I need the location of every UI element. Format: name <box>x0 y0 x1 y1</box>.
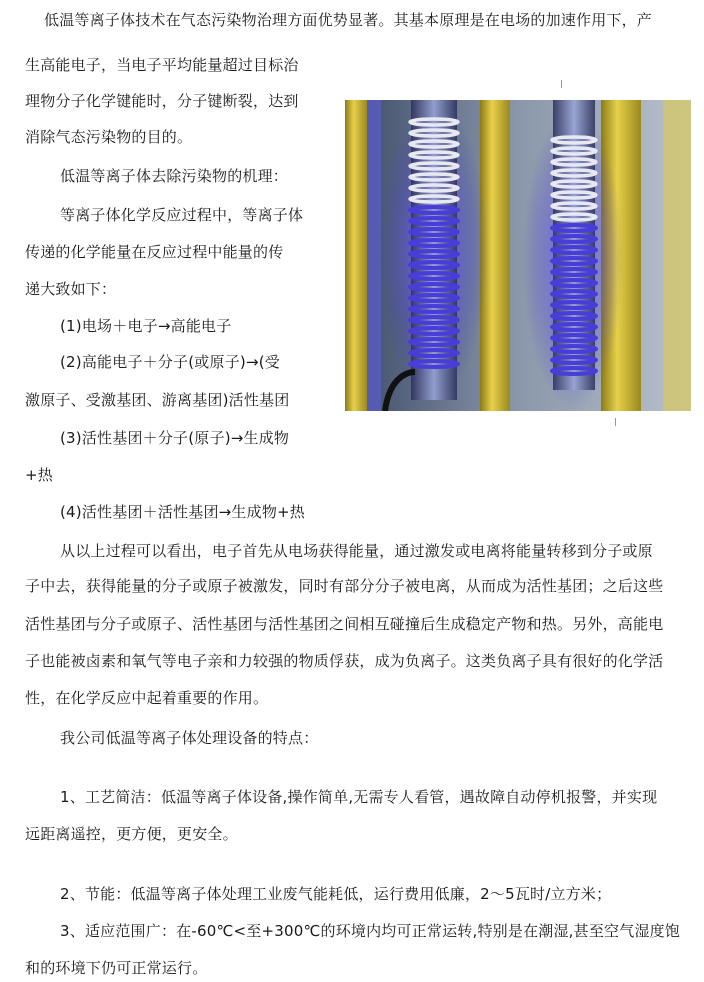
step-4: (4)活性基团＋活性基团→生成物+热 <box>60 503 305 521</box>
plasma-tube-photo <box>345 100 691 411</box>
step-3-line-1: (3)活性基团＋分子(原子)→生成物 <box>60 429 290 447</box>
summary-line-3: 活性基团与分子或原子、活性基团与活性基团之间相互碰撞后生成稳定产物和热。另外，高能电 <box>25 615 664 633</box>
mechanism-line-1: 等离子体化学反应过程中，等离子体 <box>60 206 304 224</box>
feature-1-line-1: 1、工艺简洁：低温等离子体设备,操作简单,无需专人看管，遇故障自动停机报警，并实现 <box>60 788 658 806</box>
step-2-line-1: (2)高能电子＋分子(或原子)→(受 <box>60 353 280 371</box>
feature-2: 2、节能：低温等离子体处理工业废气能耗低，运行费用低廉，2～5瓦时/立方米； <box>60 885 612 903</box>
step-3-line-2: +热 <box>25 466 53 484</box>
intro-line-2: 生高能电子，当电子平均能量超过目标治 <box>25 56 299 74</box>
feature-1-line-2: 远距离遥控，更方便，更安全。 <box>25 825 238 843</box>
intro-line-4: 消除气态污染物的目的。 <box>25 128 193 146</box>
mechanism-line-3: 递大致如下： <box>25 280 117 298</box>
summary-line-5: 性，在化学反应中起着重要的作用。 <box>25 689 269 707</box>
mechanism-line-2: 传递的化学能量在反应过程中能量的传 <box>25 243 284 261</box>
intro-line-3: 理物分子化学键能时，分子键断裂，达到 <box>25 92 299 110</box>
figure-corner-mark-bottom <box>615 418 616 426</box>
step-2-line-2: 激原子、受激基团、游离基团)活性基团 <box>25 391 290 409</box>
feature-3-line-2: 和的环境下仍可正常运行。 <box>25 959 208 977</box>
summary-line-1: 从以上过程可以看出，电子首先从电场获得能量，通过激发或电离将能量转移到分子或原 <box>60 542 653 560</box>
mechanism-heading: 低温等离子体去除污染物的机理： <box>60 167 289 185</box>
intro-line-1: 低温等离子体技术在气态污染物治理方面优势显著。其基本原理是在电场的加速作用下，产 <box>44 11 653 29</box>
summary-line-2: 子中去，获得能量的分子或原子被激发，同时有部分分子被电离，从而成为活性基团；之后这些 <box>25 577 664 595</box>
features-heading: 我公司低温等离子体处理设备的特点： <box>60 729 319 747</box>
summary-line-4: 子也能被卤素和氧气等电子亲和力较强的物质俘获，成为负离子。这类负离子具有很好的化学活 <box>25 652 664 670</box>
feature-3-line-1: 3、适应范围广：在-60℃<至+300℃的环境内均可正常运转,特别是在潮湿,甚至空气湿度饱 <box>60 922 681 940</box>
step-1: (1)电场＋电子→高能电子 <box>60 317 232 335</box>
figure-corner-mark-top <box>561 80 562 88</box>
